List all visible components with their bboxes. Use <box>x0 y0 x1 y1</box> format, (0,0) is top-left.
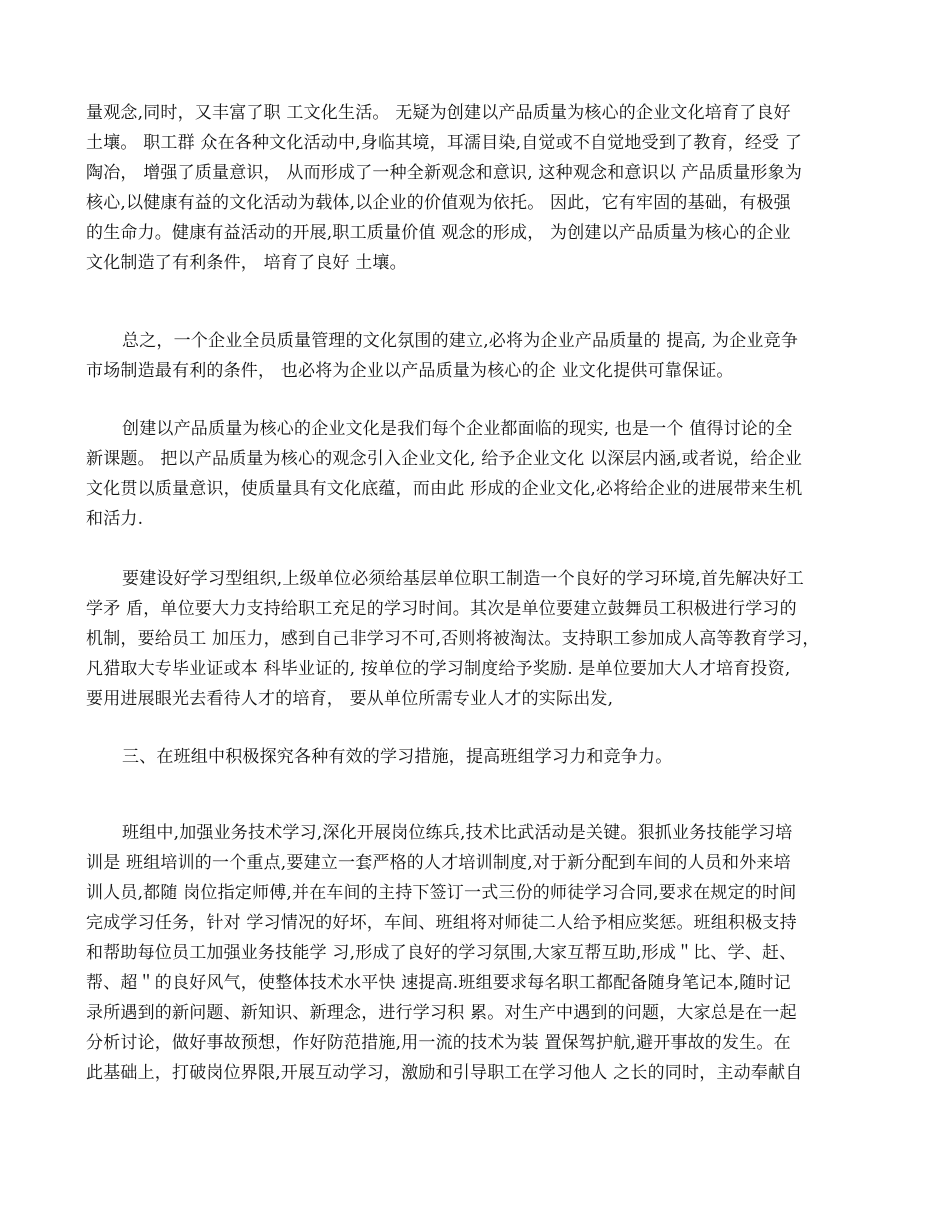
paragraph-3 <box>86 414 866 534</box>
text-line: 市场制造最有利的条件， 也必将为企业以产品质量为核心的企 业文化提供可靠保证。 <box>86 361 734 381</box>
text-line: 录所遇到的新问题、新知识、新理念，进行学习积 累。对生产中遇到的问题，大家总是在一起 <box>86 1003 797 1023</box>
text-line: 总之，一个企业全员质量管理的文化氛围的建立,必将为企业产品质量的 提高, 为企业竞争 <box>122 331 799 351</box>
text-line: 创建以产品质量为核心的企业文化是我们每个企业都面临的现实, 也是一个 值得讨论的全 <box>122 419 793 439</box>
text-line: 核心,以健康有益的文化活动为载体,以企业的价值观为依托。 因此，它有牢固的基础，有极强 <box>86 193 791 213</box>
text-line: 训是 班组培训的一个重点,要建立一套严格的人才培训制度,对于新分配到车间的人员和外来培 <box>86 853 791 873</box>
text-line: 量观念,同时，又丰富了职 工文化生活。 无疑为创建以产品质量为核心的企业文化培育了良好 <box>86 103 791 123</box>
text-line: 凡猎取大专毕业证或本 科毕业证的, 按单位的学习制度给予奖励. 是单位要加大人才培育投资, <box>86 659 791 679</box>
paragraph-1 <box>86 98 866 278</box>
text-line: 分析讨论，做好事故预想，作好防范措施,用一流的技术为装 置保驾护航,避开事故的发生。在 <box>86 1033 791 1053</box>
text-line: 帮、超＂的良好风气，使整体技术水平快 速提高.班组要求每名职工都配备随身笔记本,随时记 <box>86 973 791 993</box>
text-line: 新课题。 把以产品质量为核心的观念引入企业文化, 给予企业文化 以深层内涵,或者说，给企业 <box>86 449 803 469</box>
text-line: 陶冶， 增强了质量意识， 从而形成了一种全新观念和意识, 这种观念和意识以 产品质量形象为 <box>86 163 803 183</box>
heading-line: 三、在班组中积极探究各种有效的学习措施，提高班组学习力和竞争力。 <box>122 747 673 767</box>
text-line: 机制，要给员工 加压力，感到自己非学习不可,否则将被淘汰。支持职工参加成人高等教育学习， <box>86 629 820 649</box>
text-line: 文化制造了有利条件， 培育了良好 土壤。 <box>86 253 407 273</box>
paragraph-4 <box>86 564 866 714</box>
text-line: 文化贯以质量意识，使质量具有文化底蕴，而由此 形成的企业文化,必将给企业的进展带来生机 <box>86 479 803 499</box>
section-heading <box>86 742 866 772</box>
text-line: 学矛 盾，单位要大力支持给职工充足的学习时间。其次是单位要建立鼓舞员工积极进行学习的 <box>86 599 797 619</box>
text-line: 班组中,加强业务技术学习,深化开展岗位练兵,技术比武活动是关键。狠抓业务技能学习培 <box>122 823 793 843</box>
text-line: 的生命力。健康有益活动的开展,职工质量价值 观念的形成， 为创建以产品质量为核心的企业 <box>86 223 791 243</box>
text-line: 和活力. <box>86 509 144 529</box>
text-line: 训人员,都随 岗位指定师傅,并在车间的主持下签订一式三份的师徒学习合同,要求在规定的时间 <box>86 883 797 903</box>
paragraph-2 <box>86 326 866 386</box>
text-line: 完成学习任务，针对 学习情况的好坏，车间、班组将对师徒二人给予相应奖惩。班组积极支持 <box>86 913 797 933</box>
text-line: 此基础上，打破岗位界限,开展互动学习，激励和引导职工在学习他人 之长的同时，主动奉献自 <box>86 1063 803 1083</box>
paragraph-5 <box>86 818 866 1088</box>
text-line: 土壤。 职工群 众在各种文化活动中,身临其境，耳濡目染,自觉或不自觉地受到了教育，经受 了 <box>86 133 803 153</box>
text-line: 要建设好学习型组织,上级单位必须给基层单位职工制造一个良好的学习环境,首先解决好工 <box>122 569 805 589</box>
text-line: 和帮助每位员工加强业务技能学 习,形成了良好的学习氛围,大家互帮互助,形成＂比、学、赶、 <box>86 943 797 963</box>
text-line: 要用进展眼光去看待人才的培育， 要从单位所需专业人才的实际出发, <box>86 689 614 709</box>
